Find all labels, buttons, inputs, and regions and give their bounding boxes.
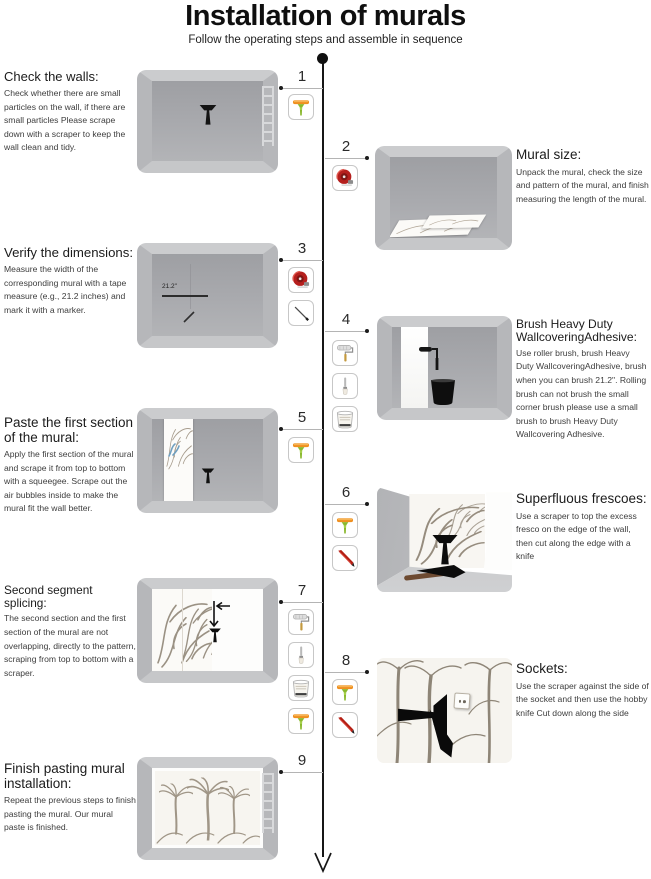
step-1-illustration	[137, 70, 278, 173]
scraper-silhouette-icon	[200, 468, 215, 484]
tool-list	[288, 94, 314, 120]
step-body: Measure the width of the corresponding mural with a tape measure (e.g., 21.2 inches) and mark it with a marker.	[4, 264, 127, 315]
step-number: 8	[341, 652, 351, 669]
tool-list	[332, 679, 358, 738]
timeline-start-dot	[317, 53, 328, 64]
step-body: The second section and the first section of the mural are not overlapping, directly to the pattern, scraping from top to bottom with a scraper.	[4, 613, 136, 678]
adhesive-bucket-icon	[332, 406, 358, 432]
roller-brush-icon	[332, 340, 358, 366]
scraper-icon	[332, 679, 358, 705]
timeline-connector	[281, 772, 323, 773]
step-title: Brush Heavy Duty WallcoveringAdhesive:	[516, 317, 637, 344]
marker-icon	[288, 300, 314, 326]
step-title: Mural size:	[516, 147, 582, 162]
step-7-illustration	[137, 578, 278, 683]
page-title: Installation of murals	[185, 0, 466, 32]
timeline-connector	[325, 331, 367, 332]
step-5-text	[4, 416, 136, 516]
step-9-illustration	[137, 757, 278, 860]
adhesive-bucket-icon	[288, 675, 314, 701]
scraper-icon	[288, 94, 314, 120]
step-8-text	[516, 662, 649, 720]
connector-dot	[279, 600, 283, 604]
connector-dot	[279, 770, 283, 774]
step-number: 2	[341, 138, 351, 155]
step-9-text	[4, 762, 136, 835]
step-6-text	[516, 492, 649, 564]
step-7-text	[4, 584, 136, 680]
timeline-connector	[281, 260, 323, 261]
small-brush-icon	[332, 373, 358, 399]
step-body: Check whether there are small particles on the wall, if there are small particles Please scrape down with a scraper to keep the wall clean and tidy.	[4, 88, 126, 153]
scraper-icon	[332, 512, 358, 538]
connector-dot	[279, 258, 283, 262]
step-5-illustration	[137, 408, 278, 513]
connector-dot	[365, 670, 369, 674]
room-back-wall	[152, 81, 263, 161]
step-title: Superfluous frescoes:	[516, 491, 647, 506]
step-number: 6	[341, 484, 351, 501]
step-title: Sockets:	[516, 661, 568, 676]
step-number: 7	[297, 582, 307, 599]
knife-icon	[332, 712, 358, 738]
step-number: 3	[297, 240, 307, 257]
step-body: Unpack the mural, check the size and pattern of the mural, and finish measuring the length of the mural.	[516, 166, 649, 204]
finished-mural	[152, 768, 263, 848]
tape-measure-icon	[288, 267, 314, 293]
tool-list	[332, 165, 358, 191]
tape-line	[162, 295, 208, 297]
timeline-line	[322, 58, 324, 857]
step-body: Apply the first section of the mural and scrape it from top to bottom with a squeegee. Scrape out the air bubbles inside to make the mural fit the wall better.	[4, 449, 134, 514]
tool-list	[332, 340, 358, 432]
step-title: Paste the first section of the mural:	[4, 415, 134, 445]
mural-first-strip	[164, 419, 193, 501]
scraper-silhouette-icon	[428, 535, 462, 565]
timeline-arrow-down-icon	[313, 852, 333, 873]
room-back-wall	[152, 768, 263, 848]
connector-dot	[365, 502, 369, 506]
wall-socket	[453, 692, 470, 709]
knife-silhouette-icon	[412, 565, 470, 578]
mural-roll	[422, 214, 486, 228]
scraper-silhouette-icon	[198, 104, 218, 126]
step-number: 1	[297, 68, 307, 85]
timeline-connector	[325, 504, 367, 505]
page-subtitle: Follow the operating steps and assemble in sequence	[188, 34, 463, 46]
tool-list	[288, 267, 314, 326]
room-back-wall	[152, 419, 263, 501]
connector-dot	[279, 427, 283, 431]
marker-mark-icon	[181, 309, 197, 325]
step-3-illustration	[137, 243, 278, 348]
room-back-wall	[390, 157, 497, 238]
step-body: Repeat the previous steps to finish pasting the mural. Our mural paste is finished.	[4, 795, 136, 833]
tool-list	[288, 609, 314, 734]
measurement-annotation	[162, 275, 208, 297]
step-2-illustration	[375, 146, 512, 250]
scraper-icon	[288, 437, 314, 463]
step-title: Second segment splicing:	[4, 583, 93, 610]
step-number: 9	[297, 752, 307, 769]
timeline-connector	[325, 158, 367, 159]
tool-list	[288, 437, 314, 463]
connector-dot	[365, 329, 369, 333]
timeline-connector	[281, 88, 323, 89]
step-1-text	[4, 70, 136, 155]
room-back-wall	[392, 327, 497, 408]
room-back-wall	[152, 589, 263, 671]
timeline-connector	[281, 602, 323, 603]
scraper-icon	[288, 708, 314, 734]
timeline-connector	[281, 429, 323, 430]
roller-brush-icon	[288, 609, 314, 635]
step-body: Use a scraper to top the excess fresco on the edge of the wall, then cut along the edge with a knife	[516, 510, 637, 562]
ladder-icon	[262, 773, 274, 833]
roller-silhouette-icon	[419, 345, 443, 371]
strip-seam	[182, 589, 183, 671]
step-body: Use the scraper against the side of the socket and then use the hobby knife Cut down along the side	[516, 680, 649, 718]
step-3-text	[4, 246, 136, 318]
scraper-silhouette-icon	[208, 628, 222, 643]
step-body: Use roller brush, brush Heavy Duty WallcoveringAdhesive, brush when you can brush 21.2". Rolling brush can not brush the small corner brush please use a small brush to brush Heavy Duty Wallcovering Adhesive.	[516, 347, 647, 440]
connector-dot	[279, 86, 283, 90]
step-number: 5	[297, 409, 307, 426]
ladder-icon	[262, 86, 274, 146]
timeline-connector	[325, 672, 367, 673]
mural-two-strips	[152, 589, 212, 671]
measurement-label: 21.2"	[161, 283, 177, 291]
step-4-text	[516, 318, 649, 442]
knife-icon	[332, 545, 358, 571]
step-title: Check the walls:	[4, 69, 99, 84]
step-8-illustration	[377, 658, 512, 763]
step-4-illustration	[377, 316, 512, 420]
step-number: 4	[341, 311, 351, 328]
tape-measure-icon	[332, 165, 358, 191]
step-6-illustration	[377, 487, 512, 592]
tool-list	[332, 512, 358, 571]
small-brush-icon	[288, 642, 314, 668]
step-2-text	[516, 148, 649, 206]
step-title: Verify the dimensions:	[4, 245, 134, 260]
connector-dot	[365, 156, 369, 160]
bucket-silhouette-icon	[428, 379, 458, 406]
step-title: Finish pasting mural installation:	[4, 761, 125, 791]
room-back-wall	[152, 254, 263, 336]
unpasted-wall	[484, 492, 512, 570]
